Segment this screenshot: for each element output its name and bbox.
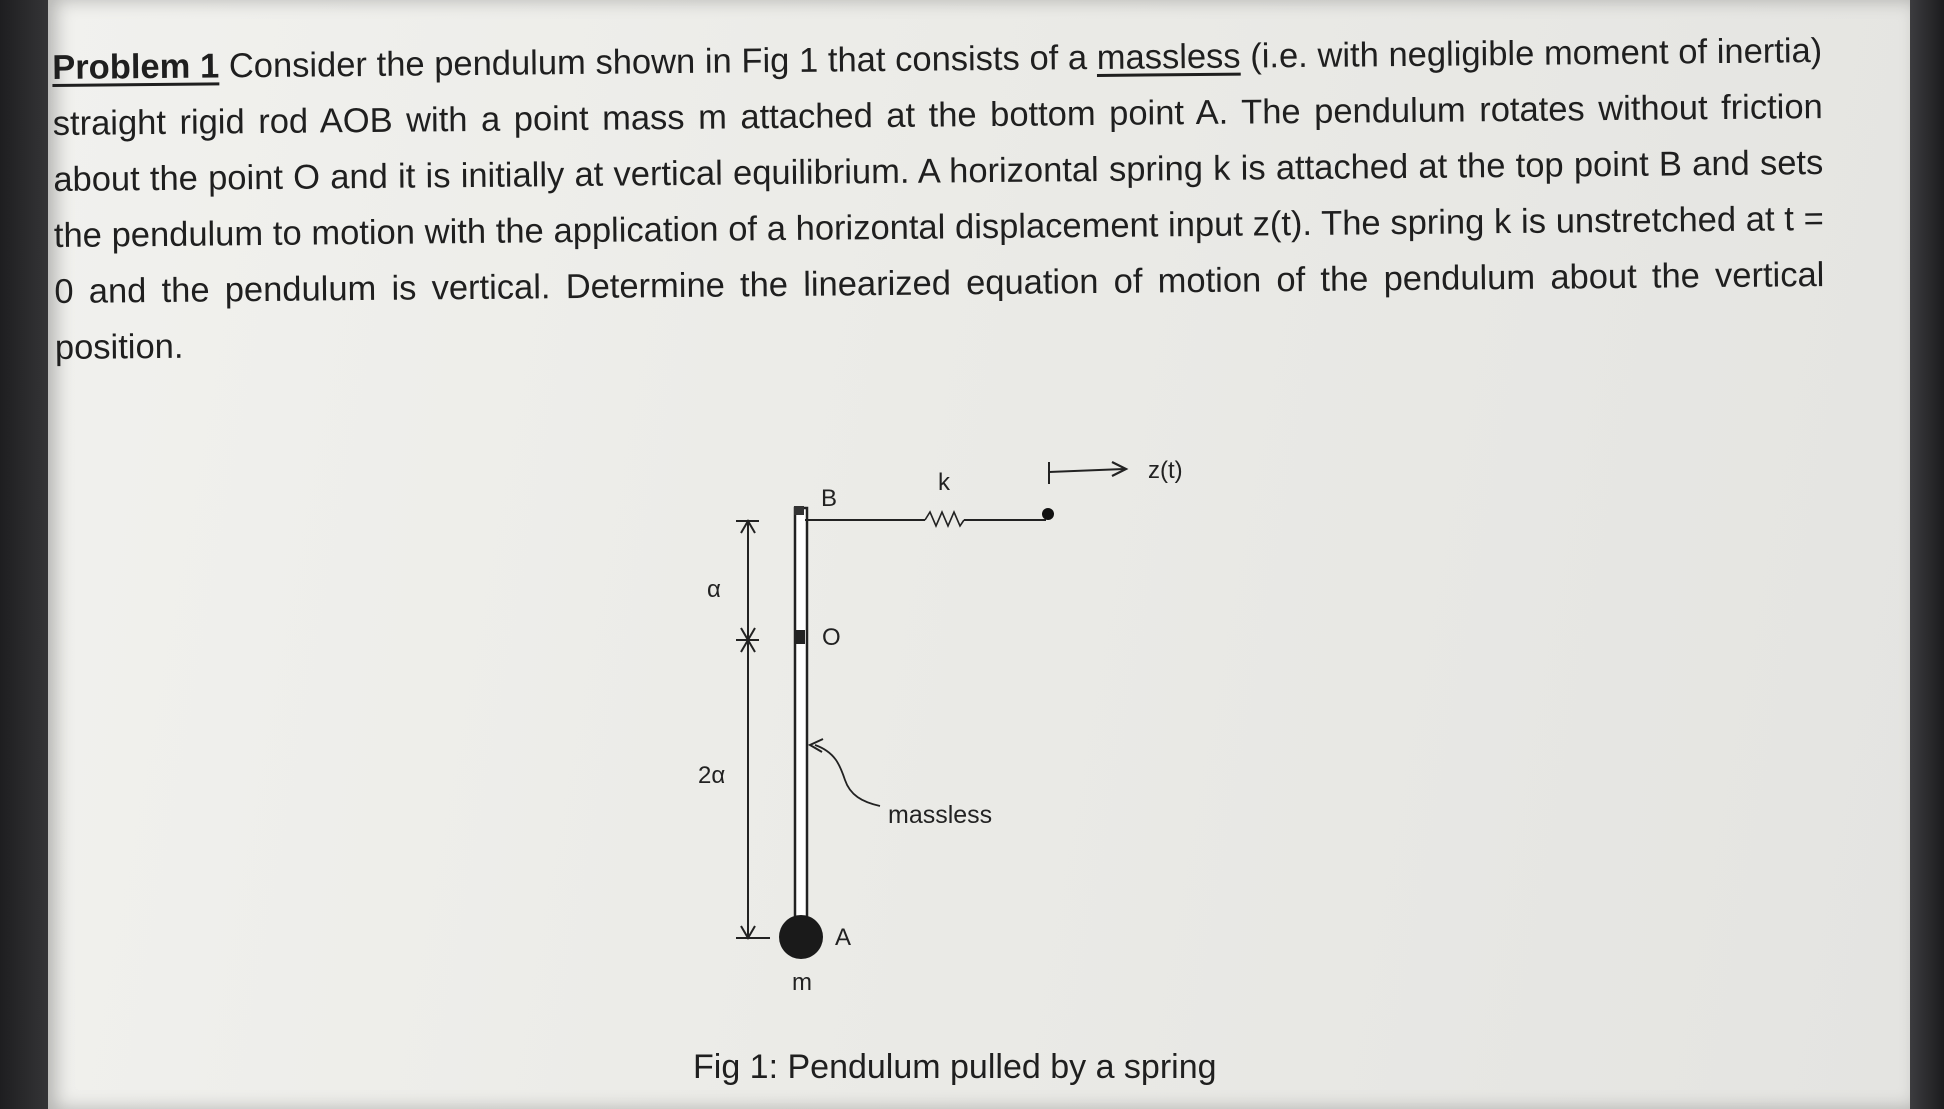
figure-caption: Fig 1: Pendulum pulled by a spring <box>693 1048 1217 1086</box>
rod-aob <box>795 508 807 934</box>
problem-intro: Consider the pendulum shown in Fig 1 that consists of a <box>219 38 1097 86</box>
label-m: m <box>792 969 812 996</box>
label-2alpha: 2α <box>698 762 726 789</box>
label-massless: massless <box>888 801 993 829</box>
point-mass <box>779 915 823 959</box>
point-b-marker <box>794 506 804 515</box>
spring-end-node <box>1042 508 1054 520</box>
problem-label: Problem 1 <box>52 47 220 87</box>
label-a: A <box>835 924 852 951</box>
massless-word: massless <box>1096 37 1241 77</box>
label-k: k <box>938 469 950 496</box>
label-b: B <box>821 485 838 512</box>
pivot-o <box>795 630 805 644</box>
label-z-t: z(t) <box>1148 457 1183 484</box>
label-o: O <box>822 624 841 651</box>
z-arrow-shaft <box>1049 469 1124 472</box>
problem-body: (i.e. with negligible moment of inertia) straight rigid rod AOB with a point mass m attached at the bottom point A. The pendulum rotates without friction about the point O and it is initially at vertical equilibrium. A horizontal spring k is attached at the top point B and sets the pendulum to motion with the application of a horizontal displacement input z(t). The spring k is unstretched at t = 0 and the pendulum is vertical. Determine the linearized equation of motion of the pendulum about the vertical position. <box>52 32 1825 367</box>
massless-leader-line <box>815 745 880 806</box>
spring-coil <box>925 512 964 526</box>
label-alpha: α <box>707 576 721 603</box>
